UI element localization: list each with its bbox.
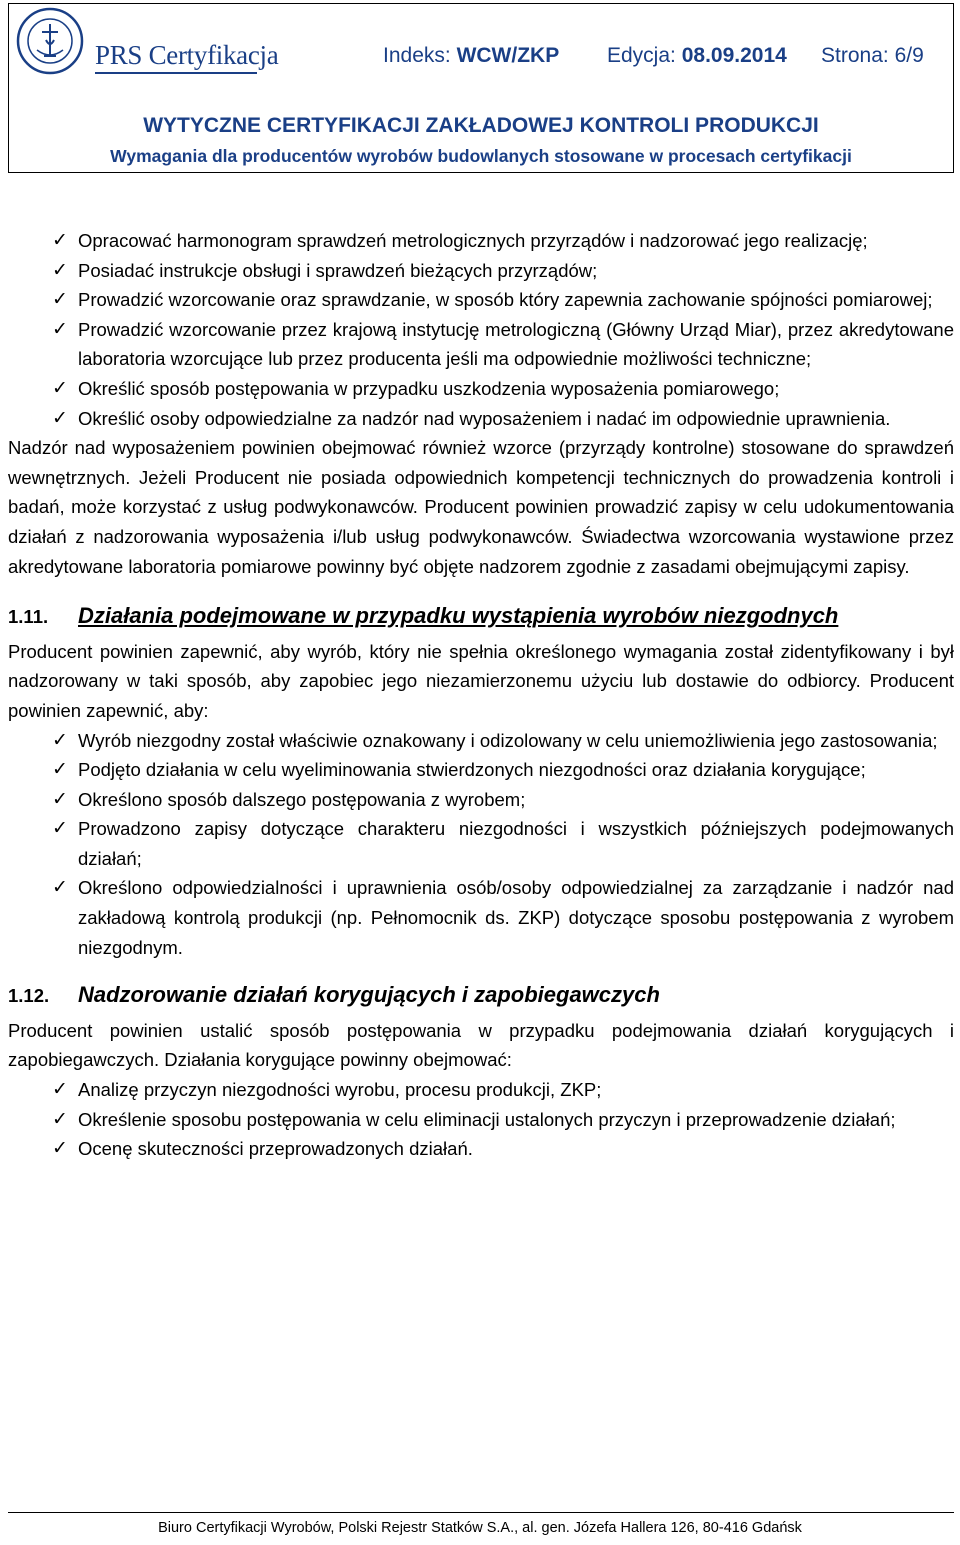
checkmark-icon: ✓ xyxy=(52,759,68,781)
section-title: Nadzorowanie działań korygujących i zapobiegawczych xyxy=(78,982,660,1008)
checkmark-icon: ✓ xyxy=(52,729,68,751)
nonconforming-actions-list xyxy=(8,726,954,963)
section-number: 1.12. xyxy=(8,985,50,1007)
list-item: ✓ Określono sposób dalszego postępowania z wyrobem; xyxy=(8,785,954,815)
page-label: Strona: xyxy=(821,44,889,67)
checkmark-icon: ✓ xyxy=(52,259,68,281)
list-item: ✓ Określenie sposobu postępowania w celu eliminacji ustalonych przyczyn i przeprowadzenie działań; xyxy=(8,1105,954,1135)
list-item: ✓ Ocenę skuteczności przeprowadzonych działań. xyxy=(8,1134,954,1164)
brand-underline xyxy=(95,72,257,74)
prs-seal-logo-icon xyxy=(15,6,85,76)
document-body xyxy=(8,226,954,1164)
list-item: ✓ Analizę przyczyn niezgodności wyrobu, procesu produkcji, ZKP; xyxy=(8,1075,954,1105)
page-footer: Biuro Certyfikacji Wyrobów, Polski Rejestr Statków S.A., al. gen. Józefa Hallera 126, 80-416 Gdańsk xyxy=(158,1520,802,1536)
list-item: ✓ Prowadzono zapisy dotyczące charakteru niezgodności i wszystkich późniejszych podejmowanych działań; xyxy=(8,814,954,873)
section-intro: Producent powinien zapewnić, aby wyrób, który nie spełnia określonego wymagania został zidentyfikowany i był nadzorowany w taki sposób, aby zapobiec jego niezamierzonemu użyciu lub dostawie do odbiorcy. Producent powinien zapewnić, aby: xyxy=(8,640,954,721)
list-item: ✓ Prowadzić wzorcowanie przez krajową instytucję metrologiczną (Główny Urząd Miar), przez akredytowane laboratoria wzorcujące lub przez producenta jeśli ma odpowiednie możliwości techniczne; xyxy=(8,315,954,374)
list-item: ✓ Opracować harmonogram sprawdzeń metrologicznych przyrządów i nadzorować jego realizację; xyxy=(8,226,954,256)
list-item: ✓ Prowadzić wzorcowanie oraz sprawdzanie, w sposób który zapewnia zachowanie spójności pomiarowej; xyxy=(8,285,954,315)
equipment-supervision-paragraph: Nadzór nad wyposażeniem powinien obejmować również wzorce (przyrządy kontrolne) stosowane do sprawdzeń wewnętrznych. Jeżeli Producent nie posiada odpowiednich kompetencji technicznych do prowadzenia kontroli i badań, może korzystać z usług podwykonawców. Producent powinien prowadzić zapisy w celu udokumentowania działań z nadzorowania wyposażenia i/lub usług podwykonawców. Świadectwa wzorcowania wystawione przez akredytowane laboratoria pomiarowe powinny być objęte nadzorem zgodnie z zasadami obejmującymi zapisy. xyxy=(8,437,954,577)
page-value: 6/9 xyxy=(894,44,924,67)
section-heading-1-12 xyxy=(8,980,954,1011)
list-item: ✓ Posiadać instrukcje obsługi i sprawdzeń bieżących przyrządów; xyxy=(8,256,954,286)
document-edition xyxy=(607,44,787,68)
edition-label: Edycja: xyxy=(607,44,676,67)
checkmark-icon: ✓ xyxy=(52,230,68,251)
index-value: WCW/ZKP xyxy=(456,44,560,67)
list-item: ✓ Podjęto działania w celu wyeliminowania stwierdzonych niezgodności oraz działania korygujące; xyxy=(8,755,954,785)
header-title: WYTYCZNE CERTYFIKACJI ZAKŁADOWEJ KONTROLI PRODUKCJI xyxy=(143,114,819,137)
document-index xyxy=(383,44,559,68)
list-item: ✓ Wyrób niezgodny został właściwie oznakowany i odizolowany w celu uniemożliwienia jego zastosowania; xyxy=(8,726,954,756)
checkmark-icon: ✓ xyxy=(52,1079,68,1101)
document-header xyxy=(8,3,954,173)
corrective-actions-list xyxy=(8,1075,954,1164)
section-title: Działania podejmowane w przypadku wystąpienia wyrobów niezgodnych xyxy=(78,603,839,629)
index-label: Indeks: xyxy=(383,44,451,67)
section-number: 1.11. xyxy=(8,606,49,628)
checkmark-icon: ✓ xyxy=(52,318,68,340)
checkmark-icon: ✓ xyxy=(52,407,68,429)
brand-name: PRS Certyfikacja xyxy=(95,40,279,70)
header-top-row xyxy=(9,4,953,109)
edition-value: 08.09.2014 xyxy=(681,44,787,67)
checkmark-icon: ✓ xyxy=(52,377,68,399)
list-item: ✓ Określono odpowiedzialności i uprawnienia osób/osoby odpowiedzialnej za zarządzanie i nadzór nad zakładową kontrolą produkcji (np. Pełnomocnik ds. ZKP) dotyczące sposobu postępowania z wyrobem niezgodnym. xyxy=(8,873,954,962)
checkmark-icon: ✓ xyxy=(52,1108,68,1130)
header-subtitle: Wymagania dla producentów wyrobów budowlanych stosowane w procesach certyfikacji xyxy=(110,146,852,166)
footer-divider xyxy=(8,1512,954,1513)
equipment-requirements-list xyxy=(8,226,954,433)
checkmark-icon: ✓ xyxy=(52,818,68,840)
list-item: ✓ Określić sposób postępowania w przypadku uszkodzenia wyposażenia pomiarowego; xyxy=(8,374,954,404)
checkmark-icon: ✓ xyxy=(52,1138,68,1160)
section-heading-1-11 xyxy=(8,601,954,632)
section-intro: Producent powinien ustalić sposób postępowania w przypadku podejmowania działań korygujących i zapobiegawczych. Działania korygujące powinny obejmować: xyxy=(8,1019,954,1071)
checkmark-icon: ✓ xyxy=(52,788,68,810)
list-item: ✓ Określić osoby odpowiedzialne za nadzór nad wyposażeniem i nadać im odpowiednie uprawnienia. xyxy=(8,404,954,434)
page-number xyxy=(821,44,924,68)
checkmark-icon: ✓ xyxy=(52,289,68,311)
checkmark-icon: ✓ xyxy=(52,877,68,899)
